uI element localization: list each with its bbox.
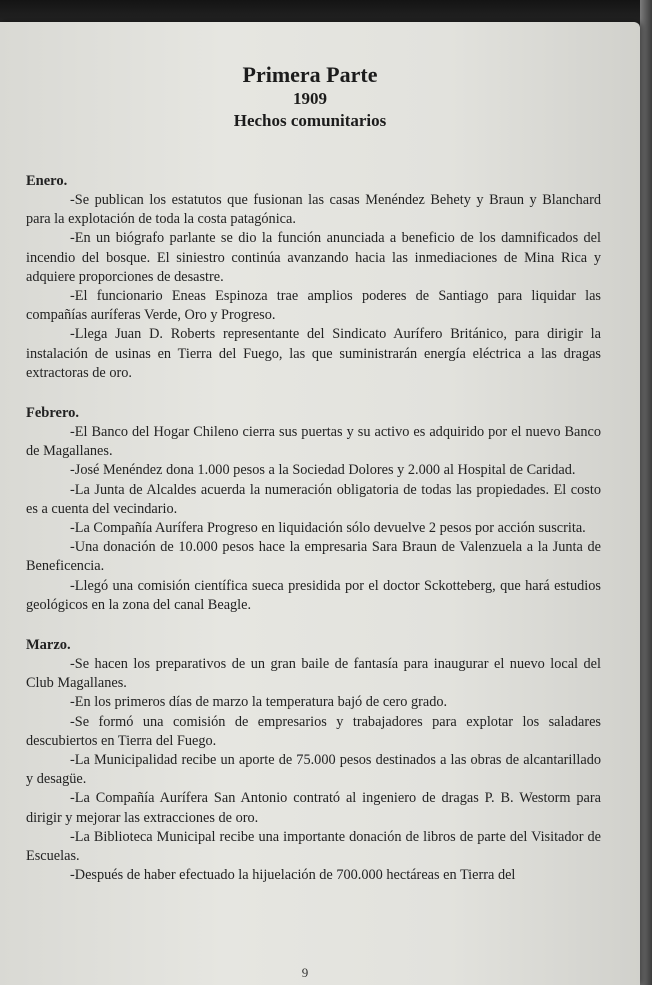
paragraph: -La Compañía Aurífera San Antonio contrató al ingeniero de dragas P. B. Westorm para dirigir y mejorar las extracciones de oro. <box>26 790 601 826</box>
month-section-febrero <box>26 404 601 615</box>
paragraph: -Se publican los estatutos que fusionan las casas Menéndez Behety y Braun y Blanchard para la explotación de toda la costa patagónica. <box>26 192 601 228</box>
chapter-header <box>0 62 620 132</box>
paragraph: -La Compañía Aurífera Progreso en liquidación sólo devuelve 2 pesos por acción suscrita. <box>70 520 586 537</box>
paragraph: -Una donación de 10.000 pesos hace la empresaria Sara Braun de Valenzuela a la Junta de Beneficencia. <box>26 539 601 575</box>
book-edge <box>640 0 652 985</box>
paragraph: -Se hacen los preparativos de un gran baile de fantasía para inaugurar el nuevo local del Club Magallanes. <box>26 656 601 692</box>
part-title: Primera Parte <box>242 62 378 87</box>
year-heading: 1909 <box>293 89 327 108</box>
month-heading: Marzo. <box>26 637 71 654</box>
page-number: 9 <box>301 965 309 980</box>
month-heading: Enero. <box>26 173 68 189</box>
paragraph: -Llega Juan D. Roberts representante del Sindicato Aurífero Británico, para dirigir la instalación de usinas en Tierra del Fuego, las que suministrarán energía eléctrica a las dragas extractoras de oro. <box>26 326 601 381</box>
chapter-subtitle: Hechos comunitarios <box>233 111 387 130</box>
paragraph: -El Banco del Hogar Chileno cierra sus puertas y su activo es adquirido por el nuevo Banco de Magallanes. <box>26 424 601 460</box>
month-heading: Febrero. <box>26 405 80 422</box>
paragraph: -La Junta de Alcaldes acuerda la numeración obligatoria de todas las propiedades. El costo es a cuenta del vecindario. <box>26 481 601 517</box>
paragraph: -Se formó una comisión de empresarios y trabajadores para explotar los saladares descubiertos en Tierra del Fuego. <box>26 713 601 749</box>
paragraph: -Después de haber efectuado la hijuelación de 700.000 hectáreas en Tierra del <box>70 867 516 884</box>
paragraph: -La Biblioteca Municipal recibe una importante donación de libros de parte del Visitador de Escuelas. <box>26 828 601 865</box>
paragraph: -José Menéndez dona 1.000 pesos a la Sociedad Dolores y 2.000 al Hospital de Caridad. <box>70 462 576 479</box>
month-section-marzo <box>26 636 601 885</box>
book-page <box>0 22 640 985</box>
paragraph: -En un biógrafo parlante se dio la función anunciada a beneficio de los damnificados del incendio del bosque. El siniestro continúa avanzando hacia las inmediaciones de Mina Rica y adquiere proporciones de desastre. <box>26 230 601 285</box>
month-section-enero <box>26 172 601 383</box>
paragraph: -Llegó una comisión científica sueca presidida por el doctor Sckotteberg, que hará estudios geológicos en la zona del canal Beagle. <box>26 577 601 613</box>
paragraph: -En los primeros días de marzo la temperatura bajó de cero grado. <box>70 694 448 711</box>
paragraph: -La Municipalidad recibe un aporte de 75.000 pesos destinados a las obras de alcantarillado y desagüe. <box>26 752 601 788</box>
paragraph: -El funcionario Eneas Espinoza trae amplios poderes de Santiago para liquidar las compañías auríferas Verde, Oro y Progreso. <box>26 288 601 324</box>
page-body <box>26 172 601 907</box>
